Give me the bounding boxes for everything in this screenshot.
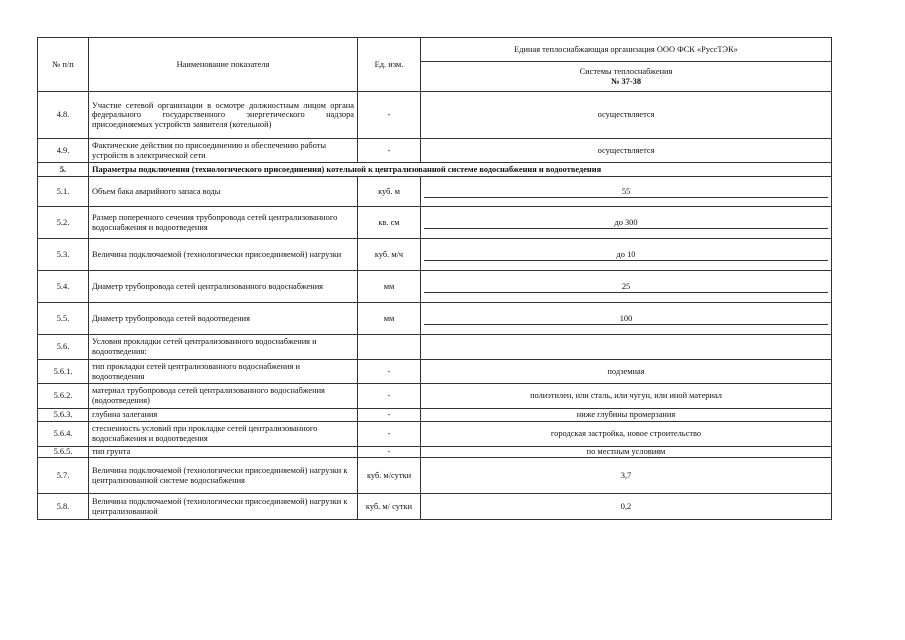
row-name: Величина подключаемой (технологически присоединяемой) нагрузки xyxy=(89,239,358,271)
row-num: 5.4. xyxy=(38,271,89,303)
table-row xyxy=(38,458,832,494)
row-value: полиэтилен, или сталь, или чугун, или иной материал xyxy=(421,384,832,409)
row-unit: - xyxy=(358,139,421,163)
row-value: подземная xyxy=(421,360,832,384)
row-value: ниже глубины промерзания xyxy=(421,409,832,422)
header-name: Наименование показателя xyxy=(89,38,358,92)
row-unit xyxy=(358,335,421,360)
table-row xyxy=(38,271,832,303)
section-row xyxy=(38,163,832,177)
row-name: глубина залегания xyxy=(89,409,358,422)
section-title: Параметры подключения (технологического присоединения) котельной к централизованной системе водоснабжения и водоотведения xyxy=(89,163,832,177)
row-name: Условия прокладки сетей централизованного водоснабжения и водоотведения: xyxy=(89,335,358,360)
row-name: тип прокладки сетей централизованного водоснабжения и водоотведения xyxy=(89,360,358,384)
row-name: Величина подключаемой (технологически присоединяемой) нагрузки к централизованной системе водоснабжения xyxy=(89,458,358,494)
row-unit: - xyxy=(358,384,421,409)
row-name: материал трубопровода сетей централизованного водоснабжения (водоотведения) xyxy=(89,384,358,409)
row-num: 5.1. xyxy=(38,177,89,207)
row-value: городская застройка, новое строительство xyxy=(421,422,832,447)
section-num: 5. xyxy=(38,163,89,177)
row-value: 55 xyxy=(424,186,828,198)
row-value-cell xyxy=(421,177,832,207)
row-unit: куб. м/ сутки xyxy=(358,494,421,520)
table-row xyxy=(38,139,832,163)
row-unit: куб. м/ч xyxy=(358,239,421,271)
row-name: Диаметр трубопровода сетей водоотведения xyxy=(89,303,358,335)
row-unit: - xyxy=(358,409,421,422)
row-num: 5.7. xyxy=(38,458,89,494)
row-num: 5.6. xyxy=(38,335,89,360)
row-num: 4.8. xyxy=(38,92,89,139)
row-unit: кв. см xyxy=(358,207,421,239)
row-name: стесненность условий при прокладке сетей централизованного водоснабжения и водоотведения xyxy=(89,422,358,447)
header-unit: Ед. изм. xyxy=(358,38,421,92)
table-row xyxy=(38,494,832,520)
table-row xyxy=(38,335,832,360)
row-value: до 300 xyxy=(424,217,828,229)
row-value-cell xyxy=(421,303,832,335)
table-row xyxy=(38,422,832,447)
row-value: 0,2 xyxy=(421,494,832,520)
row-unit: мм xyxy=(358,303,421,335)
table-row xyxy=(38,447,832,458)
row-value: 25 xyxy=(424,281,828,293)
table-row xyxy=(38,92,832,139)
table-row xyxy=(38,207,832,239)
row-num: 5.8. xyxy=(38,494,89,520)
row-num: 5.3. xyxy=(38,239,89,271)
row-num: 5.6.3. xyxy=(38,409,89,422)
row-unit: мм xyxy=(358,271,421,303)
table-header-row xyxy=(38,38,832,62)
row-value-cell xyxy=(421,239,832,271)
table-row xyxy=(38,239,832,271)
row-num: 5.5. xyxy=(38,303,89,335)
row-name: Участие сетевой организации в осмотре должностным лицом органа федерального государственного энергетического надзора присоединяемых устройств заявителя (котельной) xyxy=(89,92,358,139)
header-num: № п/п xyxy=(38,38,89,92)
table-row xyxy=(38,360,832,384)
row-num: 5.2. xyxy=(38,207,89,239)
row-unit: - xyxy=(358,92,421,139)
row-name: Величина подключаемой (технологически присоединяемой) нагрузки к централизованной xyxy=(89,494,358,520)
row-unit: куб. м/сутки xyxy=(358,458,421,494)
row-unit: - xyxy=(358,360,421,384)
row-value: 3,7 xyxy=(421,458,832,494)
row-name: тип грунта xyxy=(89,447,358,458)
row-value xyxy=(421,335,832,360)
row-num: 5.6.2. xyxy=(38,384,89,409)
row-value-cell xyxy=(421,271,832,303)
header-systems-label: Системы теплоснабжения xyxy=(579,66,673,76)
row-num: 5.6.5. xyxy=(38,447,89,458)
row-name: Объем бака аварийного запаса воды xyxy=(89,177,358,207)
row-value: 100 xyxy=(424,313,828,325)
table-row xyxy=(38,177,832,207)
row-value: по местным условиям xyxy=(421,447,832,458)
table-row xyxy=(38,384,832,409)
row-value: до 10 xyxy=(424,249,828,261)
row-unit: - xyxy=(358,447,421,458)
row-value-cell xyxy=(421,207,832,239)
row-name: Размер поперечного сечения трубопровода сетей централизованного водоснабжения и водоотведения xyxy=(89,207,358,239)
row-value: осуществляется xyxy=(421,92,832,139)
table-row xyxy=(38,303,832,335)
row-num: 4.9. xyxy=(38,139,89,163)
parameters-table xyxy=(37,37,832,520)
row-name: Диаметр трубопровода сетей централизованного водоснабжения xyxy=(89,271,358,303)
table-row xyxy=(38,409,832,422)
row-num: 5.6.1. xyxy=(38,360,89,384)
header-org: Единая теплоснабжающая организация ООО ФСК «РуссТЭК» xyxy=(421,38,832,62)
header-systems-number: № 37-38 xyxy=(610,76,642,86)
row-unit: - xyxy=(358,422,421,447)
row-name: Фактические действия по присоединению и обеспечению работы устройств в электрической сети xyxy=(89,139,358,163)
row-unit: куб. м xyxy=(358,177,421,207)
header-systems xyxy=(421,62,832,92)
row-num: 5.6.4. xyxy=(38,422,89,447)
row-value: осуществляется xyxy=(421,139,832,163)
